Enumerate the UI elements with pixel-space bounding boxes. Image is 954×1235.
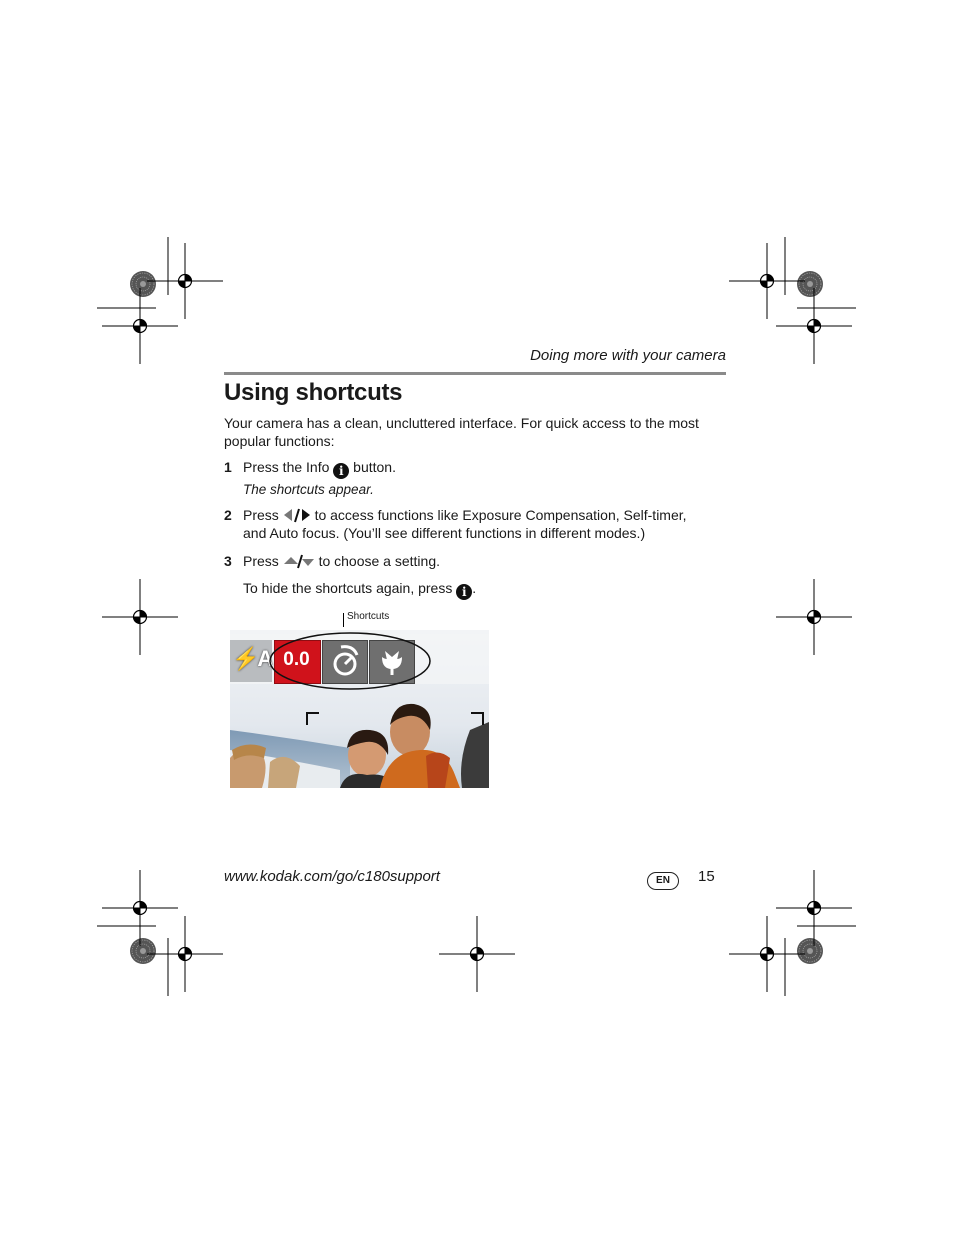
hide-shortcuts-text: To hide the shortcuts again, press i . xyxy=(243,580,477,599)
shortcuts-highlight-ellipse xyxy=(230,630,489,788)
step-1-note: The shortcuts appear. xyxy=(243,482,374,497)
registration-star-bottom-left xyxy=(130,938,156,964)
step-1 xyxy=(224,458,232,476)
header-rule xyxy=(224,372,726,375)
exposure-value: 0.0 xyxy=(283,649,310,670)
step-2: 2 xyxy=(224,507,232,523)
up-down-arrows-icon xyxy=(283,553,315,569)
left-right-arrows-icon xyxy=(283,507,311,523)
page-title: Using shortcuts xyxy=(224,379,403,406)
step-2-text: Press to access functions like Exposure Compensation, Self-timer, and Auto focus. (You’ll see different functions in different modes.) xyxy=(243,507,687,541)
registration-star-top-left xyxy=(130,271,156,297)
registration-star-bottom-right xyxy=(797,938,823,964)
language-badge: EN xyxy=(647,872,679,890)
step-number: 1 xyxy=(224,459,232,475)
page-number: 15 xyxy=(698,868,715,885)
support-url[interactable]: www.kodak.com/go/c180support xyxy=(224,868,440,885)
step-3: 3 xyxy=(224,553,232,569)
running-header: Doing more with your camera xyxy=(530,347,726,364)
flash-auto-icon: ⚡A xyxy=(232,646,272,671)
registration-star-top-right xyxy=(797,271,823,297)
figure-callout-label: Shortcuts xyxy=(347,611,390,622)
step-1-text: Press the Info i button. xyxy=(243,459,396,478)
camera-lcd-figure xyxy=(230,630,489,788)
step-3-text: Press to choose a setting. xyxy=(243,553,440,569)
info-icon: i xyxy=(456,584,472,600)
info-icon: i xyxy=(333,463,349,479)
callout-leader-line xyxy=(343,613,344,627)
intro-paragraph: Your camera has a clean, uncluttered interface. For quick access to the most popular functions: xyxy=(224,415,699,449)
